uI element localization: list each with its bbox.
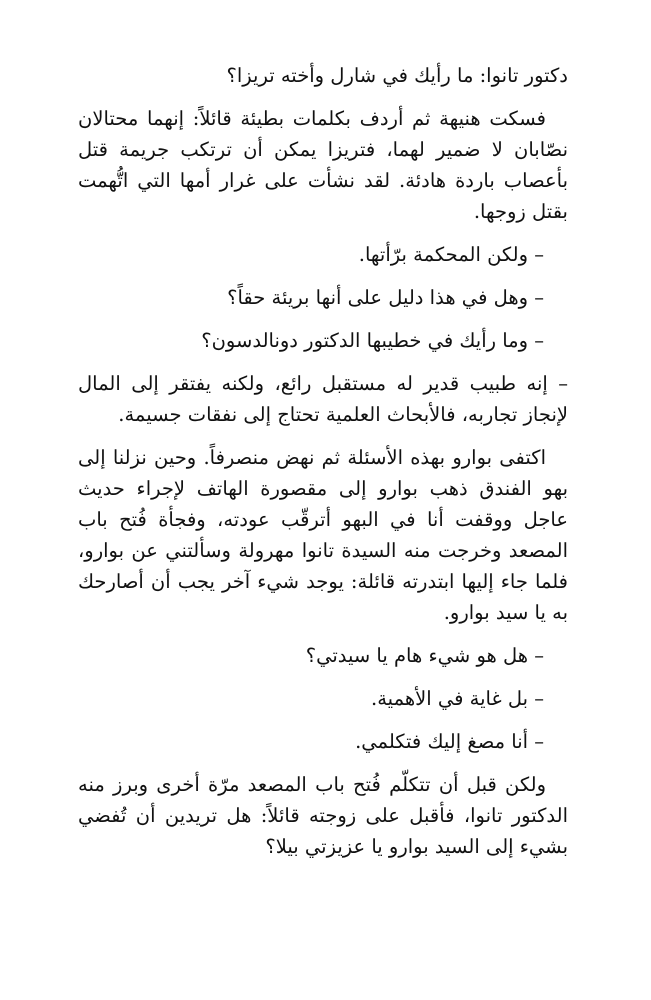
dialogue-line-4: – إنه طبيب قدير له مستقبل رائع، ولكنه يفتقر إلى المال لإنجاز تجاربه، فالأبحاث العلمية تحتاج إلى نفقات جسيمة.	[78, 372, 568, 426]
dialogue-line-2: – وهل في هذا دليل على أنها بريئة حقاً؟	[227, 286, 544, 309]
dialogue-line-1: – ولكن المحكمة برّأتها.	[358, 243, 544, 266]
paragraph-opening-question: دكتور تانوا: ما رأيك في شارل وأخته تريزا؟	[226, 64, 568, 87]
paragraph-narration-3: ولكن قبل أن تتكلّم فُتح باب المصعد مرّة أخرى وبرز منه الدكتور تانوا، فأقبل على زوجته قائلاً: هل تريدين أن تُفضي بشيء إلى السيد بوارو يا عزيزتي بيلا؟	[78, 773, 568, 858]
paragraph-narration-2: اكتفى بوارو بهذه الأسئلة ثم نهض منصرفاً. وحين نزلنا إلى بهو الفندق ذهب بوارو إلى مقصورة الهاتف لإجراء حديث عاجل ووقفت أنا في البهو أترقّب عودته، وفجأة فُتح باب المصعد وخرجت منه السيدة تانوا مهرولة وسألتني عن بوارو، فلما جاء إليها ابتدرته قائلة: يوجد شيء آخر يجب أن أصارحك به يا سيد بوارو.	[78, 446, 568, 624]
dialogue-line-3: – وما رأيك في خطيبها الدكتور دونالدسون؟	[201, 329, 544, 352]
dialogue-line-5: – هل هو شيء هام يا سيدتي؟	[305, 644, 544, 667]
paragraph-narration-1: فسكت هنيهة ثم أردف بكلمات بطيئة قائلاً: إنهما محتالان نصّابان لا ضمير لهما، فتريزا يمكن أن ترتكب جريمة قتل بأعصاب باردة هادئة. لقد نشأت على غرار أمها التي اتُّهمت بقتل زوجها.	[78, 107, 568, 223]
book-page	[78, 60, 568, 874]
dialogue-line-7: – أنا مصغ إليك فتكلمي.	[355, 730, 544, 753]
dialogue-line-6: – بل غاية في الأهمية.	[371, 687, 544, 710]
